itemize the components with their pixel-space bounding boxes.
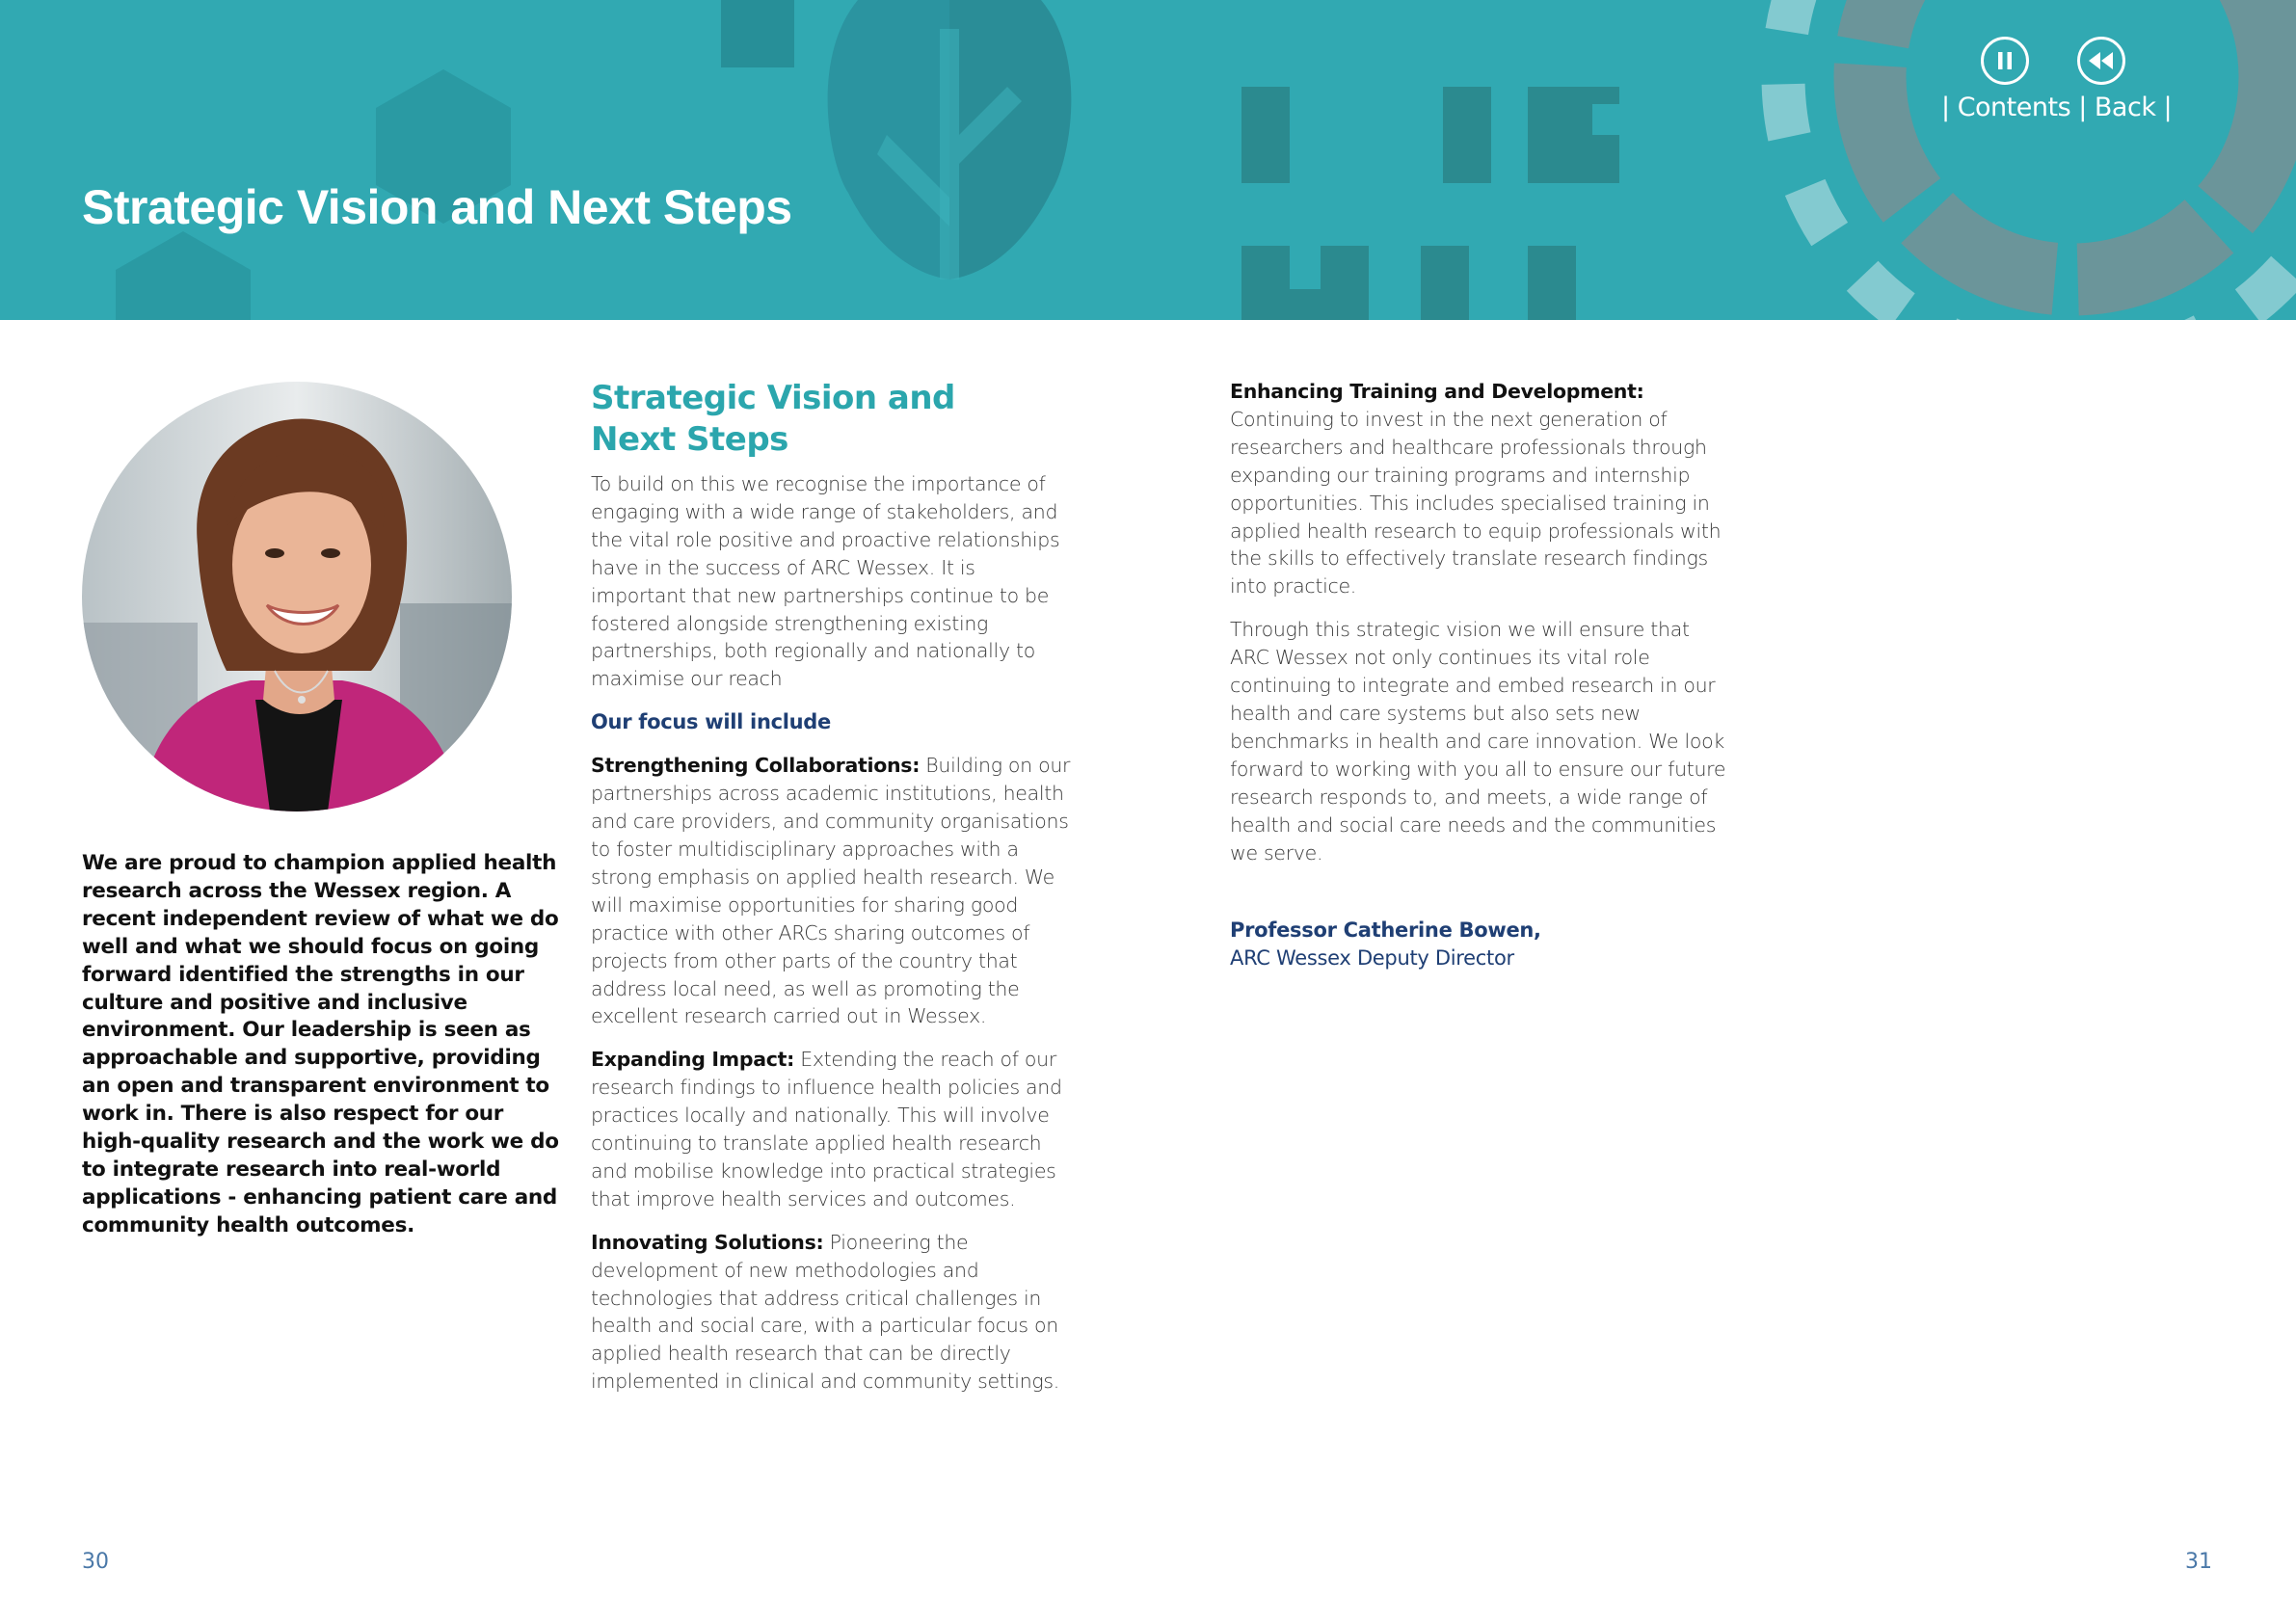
back-link[interactable]: Back xyxy=(2094,93,2156,122)
nav-separator: | xyxy=(2070,93,2095,122)
training-text: Continuing to invest in the next generation of researchers and healthcare professionals through expanding our training programs and internship opportunities. This includes specialised training in applied health research to equip professionals with the skills to effectively translate research findings into practice. xyxy=(1230,407,1722,599)
focus-item-label: Innovating Solutions: xyxy=(591,1230,824,1254)
training-paragraph xyxy=(1230,378,1731,600)
focus-item-label: Expanding Impact: xyxy=(591,1048,794,1072)
nav-separator: | xyxy=(1941,93,1958,122)
pause-button[interactable] xyxy=(1981,37,2029,85)
pause-icon xyxy=(1995,50,2015,71)
right-column xyxy=(1230,378,1731,972)
section-heading-line1: Strategic Vision and xyxy=(591,379,955,417)
section-heading xyxy=(591,378,1073,461)
header-banner xyxy=(0,0,2296,320)
focus-heading: Our focus will include xyxy=(591,710,831,734)
focus-item-text: Extending the reach of our research findings to influence health policies and practices locally and nationally. This will involve continuing to translate applied health research and mobilise knowledge into practical strategies that improve health services and outcomes. xyxy=(591,1048,1062,1211)
focus-item xyxy=(591,1229,1073,1396)
focus-item-text: Pioneering the development of new methodologies and technologies that address critical challenges in health and social care, with a particular focus on applied health research that can be directly implemented in clinical and community settings. xyxy=(591,1230,1059,1394)
focus-item-label: Strengthening Collaborations: xyxy=(591,754,921,778)
intro-paragraph: To build on this we recognise the importance of engaging with a wide range of stakeholders, and the vital role positive and proactive relationships have in the success of ARC Wessex. It is important that new partnerships continue to be fostered alongside strengthening existing partnerships, both regionally and nationally to maximise our reach xyxy=(591,472,1060,691)
page-number-right: 31 xyxy=(2185,1550,2212,1574)
focus-item-text: Building on our partnerships across academic institutions, health and care providers, and community organisations to foster multidisciplinary approaches with a strong emphasis on applied health research. We will maximise opportunities for sharing good practice with other ARCs sharing outcomes of projects from other parts of the country that address local need, as well as promoting the excellent research carried out in Wessex. xyxy=(591,754,1071,1028)
signature-role: ARC Wessex Deputy Director xyxy=(1230,946,1514,971)
rewind-button[interactable] xyxy=(2077,37,2125,85)
closing-paragraph: Through this strategic vision we will ensure that ARC Wessex not only continues its vital role continuing to integrate and embed research in our health and care systems but also sets new benchmarks in health and care innovation. We look forward to working with you all to ensure our future research responds to, and meets, a wide range of health and social care needs and the communities we serve. xyxy=(1230,618,1726,865)
navigation-controls xyxy=(1937,37,2173,133)
focus-item xyxy=(591,1046,1073,1212)
contents-link[interactable]: Contents xyxy=(1957,93,2071,122)
signature-name: Professor Catherine Bowen, xyxy=(1230,918,1541,943)
intro-statement: We are proud to champion applied health research across the Wessex region. A recent independent review of what we do well and what we should focus on going forward identified the strengths in our culture and positive and inclusive environment. Our leadership is seen as approachable and supportive, providing an open and transparent environment to work in. There is also respect for our high-quality research and the work we do to integrate research into real-world applications - enhancing patient care and community health outcomes. xyxy=(82,851,559,1237)
left-column xyxy=(82,850,564,1240)
page-title: Strategic Vision and Next Steps xyxy=(82,180,792,234)
portrait-photo xyxy=(82,382,512,812)
focus-item xyxy=(591,752,1073,1030)
nav-separator: | xyxy=(2155,93,2173,122)
training-label: Enhancing Training and Development: xyxy=(1230,380,1644,403)
page-number-left: 30 xyxy=(82,1550,109,1574)
nav-links xyxy=(1941,93,2172,122)
middle-column xyxy=(591,378,1073,1411)
section-heading-line2: Next Steps xyxy=(591,420,788,459)
rewind-icon xyxy=(2087,50,2116,71)
